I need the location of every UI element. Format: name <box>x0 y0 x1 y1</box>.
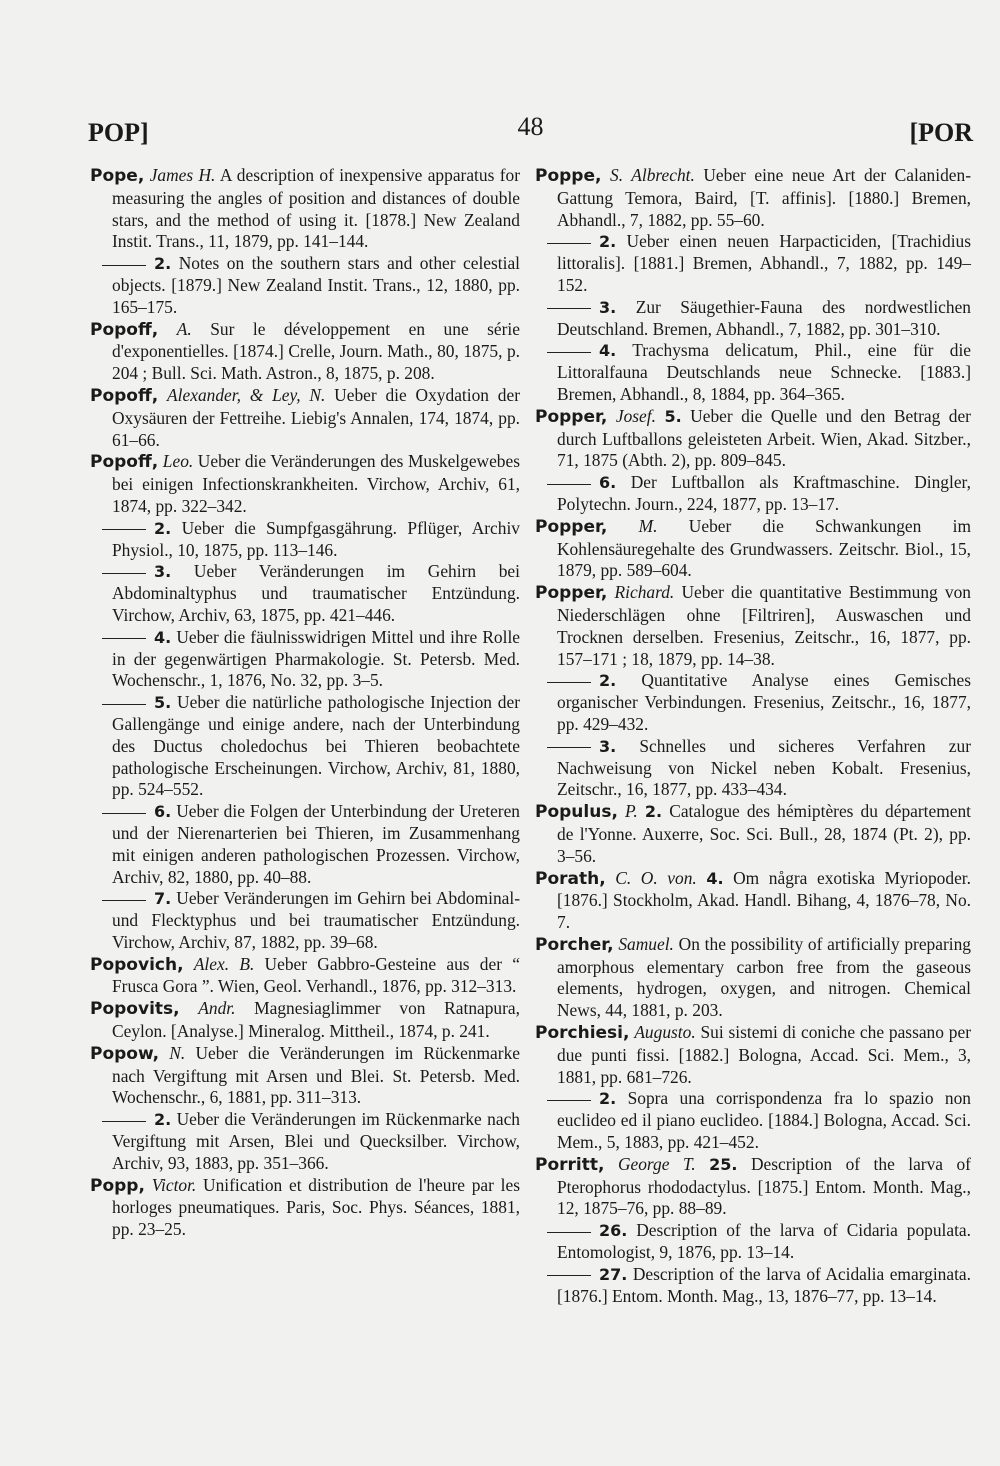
bib-sub-entry <box>90 627 520 692</box>
author-given-name: James H. <box>149 165 216 185</box>
bib-entry <box>535 934 971 1022</box>
author-given-name: Alex. B. <box>193 953 255 974</box>
author-surname: Popoff, <box>90 452 159 473</box>
author-surname: Popoff, <box>90 319 159 340</box>
ditto-dash <box>102 265 146 266</box>
ditto-dash <box>547 747 591 748</box>
entry-text: Unification et distribution de l'heure par les horloges pneumatiques. Paris, Soc. Phys. Séances, 1881, pp. 23–25. <box>112 1174 520 1240</box>
author-surname: Popow, <box>90 1043 160 1064</box>
ditto-dash <box>102 573 146 574</box>
entry-text: Ueber die fäulnisswidrigen Mittel und ihre Rolle in der gegenwärtigen Pharmakologie. St. Petersb. Med. Wochenschr., 1, 1876, No. 32, pp. 3–5. <box>112 626 520 691</box>
page-number: 48 <box>517 112 544 141</box>
bib-sub-entry <box>90 253 520 318</box>
bib-entry <box>90 1175 520 1241</box>
author-surname: Popper, <box>535 583 608 604</box>
entry-number: 7. <box>154 889 172 909</box>
entry-number: 6. <box>154 802 172 822</box>
right-column <box>535 165 971 1307</box>
ditto-dash <box>547 682 591 683</box>
author-surname: Porritt, <box>535 1154 605 1175</box>
bib-entry <box>535 516 971 582</box>
entry-number: 6. <box>599 473 617 493</box>
author-surname: Populus, <box>535 802 618 823</box>
author-given-name: C. O. von. <box>615 867 697 888</box>
author-given-name: Samuel. <box>618 933 674 954</box>
ditto-dash <box>102 1121 146 1122</box>
ditto-dash <box>102 900 146 901</box>
ditto-dash <box>547 484 591 485</box>
author-surname: Porath, <box>535 868 606 889</box>
entry-text: Schnelles und sicheres Verfahren zur Nachweisung von Nickel neben Kobalt. Fresenius, Zeitschr., 16, 1877, pp. 433–434. <box>557 735 971 800</box>
entry-text: Ueber Veränderungen im Gehirn bei Abdominal- und Flecktyphus und bei traumatischer Entzündung. Virchow, Archiv, 87, 1882, pp. 39–68. <box>112 888 520 952</box>
author-surname: Porcher, <box>535 934 614 955</box>
entry-text: Catalogue des hémiptères du département de l'Yonne. Auxerre, Soc. Sci. Bull., 28, 1874 (Pt. 2), pp. 3–56. <box>557 801 971 866</box>
bib-entry <box>90 998 520 1043</box>
entry-text: Sui sistemi di coniche che passano per due punti fissi. [1882.] Bologna, Accad. Sci. Mem., 3, 1881, pp. 681–726. <box>557 1022 971 1087</box>
bib-entry <box>535 1022 971 1088</box>
author-surname: Popovich, <box>90 954 184 975</box>
author-given-name: Andr. <box>198 998 236 1019</box>
author-given-name: Alexander, & Ley, N. <box>167 384 326 405</box>
left-column <box>90 165 520 1241</box>
author-given-name: Augusto. <box>634 1022 696 1043</box>
bib-sub-entry <box>535 231 971 296</box>
bib-entry <box>90 1043 520 1109</box>
entry-text: Ueber die quantitative Bestimmung von Niederschlägen ohne [Filtriren], Auswaschen und Trocknen derselben. Fresenius, Zeitschr., 16, 1877, pp. 157–171 ; 18, 1879, pp. 14–38. <box>557 582 971 669</box>
entry-text: Ueber die Veränderungen im Rückenmarke nach Vergiftung mit Arsen und Blei. St. Petersb. Med. Wochenschr., 6, 1881, pp. 311–313. <box>112 1042 520 1108</box>
ditto-dash <box>547 1232 591 1233</box>
bib-sub-entry <box>535 1264 971 1308</box>
bib-sub-entry <box>535 1220 971 1264</box>
header-left: POP] <box>88 118 149 147</box>
author-given-name: Leo. <box>162 451 194 472</box>
entry-number: 2. <box>644 802 663 822</box>
entry-text: Description of the larva of Acidalia emarginata. [1876.] Entom. Month. Mag., 13, 1876–77, pp. 13–14. <box>557 1263 971 1306</box>
bib-sub-entry <box>90 1109 520 1174</box>
entry-text: Ueber die Sumpfgasgährung. Pflüger, Archiv Physiol., 10, 1875, pp. 113–146. <box>112 517 520 560</box>
ditto-dash <box>102 638 146 639</box>
entry-number: 27. <box>599 1264 628 1284</box>
author-surname: Poppe, <box>535 166 602 186</box>
bib-sub-entry <box>535 736 971 801</box>
bib-sub-entry <box>535 1088 971 1153</box>
entry-text: Ueber Gabbro-Gesteine aus der “ Frusca Gora ”. Wien, Geol. Verhandl., 1876, pp. 312–313. <box>112 953 520 997</box>
bib-sub-entry <box>535 340 971 405</box>
author-given-name: M. <box>638 515 658 536</box>
entry-text: On the possibility of artificially preparing amorphous elementary carbon free from the gaseous elements, hydrogen, oxygen, and nitrogen. Chemical News, 44, 1881, p. 203. <box>557 933 971 1021</box>
bib-entry <box>535 406 971 472</box>
entry-number: 3. <box>154 562 172 582</box>
ditto-dash <box>547 243 591 244</box>
entry-number: 2. <box>154 254 172 274</box>
entry-number: 2. <box>599 1089 617 1109</box>
entry-text: Ueber die Oxydation der Oxysäuren der Fettreihe. Liebig's Annalen, 174, 1874, pp. 61–66. <box>112 384 520 450</box>
entry-number: 26. <box>599 1221 628 1241</box>
entry-text: Description of the larva of Pterophorus rhododactylus. [1875.] Entom. Month. Mag., 12, 1875–76, pp. 88–89. <box>557 1153 971 1219</box>
entry-text: Sur le développement en une série d'exponentielles. [1874.] Crelle, Journ. Math., 80, 1875, p. 204 ; Bull. Sci. Math. Astron., 8, 1875, p. 208. <box>112 318 520 384</box>
bib-entry <box>535 868 971 934</box>
bib-entry <box>90 451 520 517</box>
bib-sub-entry <box>90 518 520 562</box>
author-given-name: A. <box>176 318 192 339</box>
entry-text: Ueber die Schwankungen im Kohlensäuregehalte des Grundwassers. Zeitschr. Biol., 15, 1879, pp. 589–604. <box>557 515 971 581</box>
author-surname: Popoff, <box>90 385 159 406</box>
entry-text: Zur Säugethier-Fauna des nordwestlichen Deutschland. Bremen, Abhandl., 7, 1882, pp. 301–310. <box>557 296 971 339</box>
entry-text: A description of inexpensive apparatus for measuring the angles of position and distances of double stars, and the method of using it. [1878.] New Zealand Instit. Trans., 11, 1879, pp. 141–144. <box>112 165 520 252</box>
entry-text: Quantitative Analyse eines Gemisches organischer Verbindungen. Fresenius, Zeitschr., 16, 1877, pp. 429–432. <box>557 670 971 734</box>
bib-entry <box>90 385 520 451</box>
bib-entry <box>90 319 520 385</box>
page-header <box>88 112 973 152</box>
entry-number: 4. <box>154 627 172 647</box>
author-surname: Porchiesi, <box>535 1023 630 1044</box>
entry-number: 2. <box>599 232 617 252</box>
author-given-name: George T. <box>617 1153 696 1174</box>
bib-entry <box>535 1154 971 1220</box>
ditto-dash <box>102 813 146 814</box>
bib-sub-entry <box>535 297 971 341</box>
entry-number: 5. <box>154 693 172 713</box>
entry-text: Ueber einen neuen Harpacticiden, [Trachidius littoralis]. [1881.] Bremen, Abhandl., 7, 1882, pp. 149–152. <box>557 231 971 295</box>
bib-entry <box>535 165 971 231</box>
author-surname: Pope, <box>90 166 145 186</box>
entry-number: 2. <box>154 518 172 538</box>
entry-text: Ueber eine neue Art der Calaniden-Gattung Temora, Baird, [T. affinis]. [1880.] Bremen, Abhandl., 7, 1882, pp. 55–60. <box>557 165 971 230</box>
entry-text: Trachysma delicatum, Phil., eine für die Littoralfauna Deutschlands neue Schnecke. [1883.] Bremen, Abhandl., 8, 1884, pp. 364–365. <box>557 340 971 404</box>
ditto-dash <box>547 308 591 309</box>
bib-sub-entry <box>90 561 520 626</box>
author-given-name: P. <box>625 801 638 822</box>
bib-entry <box>90 165 520 253</box>
entry-number: 25. <box>709 1154 738 1174</box>
bib-entry <box>535 582 971 670</box>
author-surname: Popper, <box>535 406 608 427</box>
ditto-dash <box>547 1275 591 1276</box>
entry-text: Om några exotiska Myriopoder. [1876.] Stockholm, Akad. Handl. Bihang, 4, 1876–78, No. 7. <box>557 867 971 933</box>
entry-text: Ueber die Veränderungen im Rückenmarke nach Vergiftung mit Arsen, Blei und Quecksilber. Virchow, Archiv, 93, 1883, pp. 351–366. <box>112 1109 520 1173</box>
author-surname: Popovits, <box>90 999 180 1020</box>
entry-text: Ueber Veränderungen im Gehirn bei Abdominaltyphus und traumatischer Entzündung. Virchow, Archiv, 63, 1875, pp. 421–446. <box>112 561 520 625</box>
ditto-dash <box>102 529 146 530</box>
entry-text: Magnesiaglimmer von Ratnapura, Ceylon. [Analyse.] Mineralog. Mittheil., 1874, p. 241. <box>112 998 520 1042</box>
bib-sub-entry <box>535 670 971 735</box>
header-right: [POR <box>909 118 973 147</box>
entry-number: 2. <box>599 671 617 691</box>
ditto-dash <box>102 704 146 705</box>
bib-sub-entry <box>90 692 520 801</box>
ditto-dash <box>547 1100 591 1101</box>
entry-text: Ueber die Quelle und den Betrag der durch Luftballons geleisteten Arbeit. Wien, Akad. Sitzber., 71, 1875 (Abth. 2), pp. 809–845. <box>557 405 971 471</box>
bib-sub-entry <box>90 888 520 953</box>
author-given-name: S. Albrecht. <box>610 165 695 185</box>
bib-sub-entry <box>90 801 520 888</box>
entry-number: 4. <box>599 341 617 361</box>
entry-text: Ueber die Folgen der Unterbindung der Ureteren und der Nierenarterien bei Thieren, im Zusammenhang mit einigen anderen pathologischen Prozessen. Virchow, Archiv, 82, 1880, pp. 40–88. <box>112 801 520 887</box>
author-given-name: N. <box>169 1042 186 1063</box>
entry-number: 4. <box>706 868 724 888</box>
entry-text: Der Luftballon als Kraftmaschine. Dingler, Polytechn. Journ., 224, 1877, pp. 13–17. <box>557 472 971 514</box>
entry-number: 3. <box>599 736 617 756</box>
entry-text: Ueber die Veränderungen des Muskelgewebes bei einigen Infectionskrankheiten. Virchow, Archiv, 61, 1874, pp. 322–342. <box>112 451 520 516</box>
author-given-name: Victor. <box>151 1174 197 1195</box>
entry-text: Ueber die natürliche pathologische Injection der Gallengänge und einige andere, nach der Unterbindung des Ductus choledochus bei Thieren beobachtete pathologische Erscheinungen. Virchow, Archiv, 81, 1880, pp. 524–552. <box>112 692 520 800</box>
entry-text: Description of the larva of Cidaria populata. Entomologist, 9, 1876, pp. 13–14. <box>557 1220 971 1263</box>
entry-number: 5. <box>664 406 682 426</box>
entry-text: Sopra una corrispondenza fra lo spazio non euclideo ed il piano euclideo. [1884.] Bologna, Accad. Sci. Mem., 5, 1883, pp. 421–452. <box>557 1088 971 1153</box>
entry-number: 3. <box>599 297 617 317</box>
author-given-name: Josef. <box>615 405 656 426</box>
author-surname: Popp, <box>90 1175 145 1196</box>
bib-entry <box>90 954 520 999</box>
bib-entry <box>535 801 971 867</box>
entry-number: 2. <box>154 1110 172 1130</box>
bib-sub-entry <box>535 472 971 516</box>
entry-text: Notes on the southern stars and other celestial objects. [1879.] New Zealand Instit. Trans., 12, 1880, pp. 165–175. <box>112 253 520 317</box>
author-given-name: Richard. <box>614 582 675 603</box>
author-surname: Popper, <box>535 516 608 537</box>
ditto-dash <box>547 352 591 353</box>
